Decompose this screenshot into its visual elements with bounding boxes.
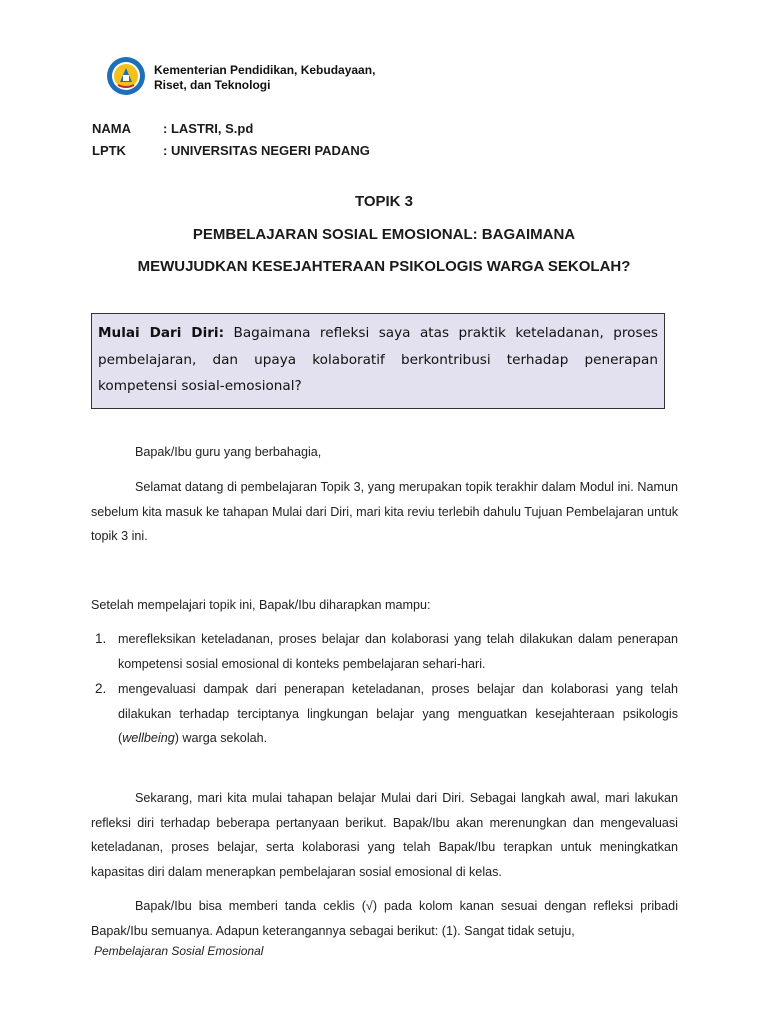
nama-value: : LASTRI, S.pd <box>163 121 254 136</box>
callout-text: Bagaimana refleksi saya atas praktik keteladanan, proses pembelajaran, dan upaya kolaboratif berkontribusi terhadap penerapan kompetensi sosial-emosional? <box>98 325 659 394</box>
welcome-paragraph: Selamat datang di pembelajaran Topik 3, yang merupakan topik terakhir dalam Modul ini. Namun sebelum kita masuk ke tahapan Mulai dari Diri, mari kita reviu terlebih dahulu Tujuan Pembelajaran untuk topik 3 ini. <box>91 480 678 543</box>
topic-title-line-1: PEMBELAJARAN SOSIAL EMOSIONAL: BAGAIMANA <box>192 226 576 243</box>
ministry-line-1: Kementerian Pendidikan, Kebudayaan, <box>154 63 376 77</box>
lptk-label: LPTK <box>92 143 126 158</box>
mulai-dari-diri-callout <box>91 313 665 409</box>
nama-label: NAMA <box>92 121 131 136</box>
objective-text: merefleksikan keteladanan, proses belajar dan kolaborasi yang telah dilakukan dalam penerapan kompetensi sosial emosional di konteks pembelajaran sehari-hari. <box>118 632 678 671</box>
greeting-paragraph: Bapak/Ibu guru yang berbahagia, <box>135 445 322 459</box>
objective-number: 2. <box>95 681 107 696</box>
ministry-logo-icon <box>106 56 146 96</box>
objective-item-1 <box>91 627 678 676</box>
page-footer: Pembelajaran Sosial Emosional <box>94 944 264 958</box>
callout-lead: Mulai Dari Diri: <box>98 325 225 341</box>
objective-text-italic: wellbeing <box>122 731 175 745</box>
objective-text <box>118 677 678 751</box>
topic-title-line-2: MEWUJUDKAN KESEJAHTERAAN PSIKOLOGIS WARGA SEKOLAH? <box>137 258 631 275</box>
objective-item-2 <box>91 677 678 751</box>
checklist-paragraph: Bapak/Ibu bisa memberi tanda ceklis (√) pada kolom kanan sesuai dengan refleksi pribadi Bapak/Ibu semuanya. Adapun keterangannya sebagai berikut: (1). Sangat tidak setuju, <box>91 899 678 938</box>
objective-text-after: ) warga sekolah. <box>174 731 268 745</box>
objective-number: 1. <box>95 631 107 646</box>
objective-text-before: mengevaluasi dampak dari penerapan keteladanan, proses belajar dan kolaborasi yang telah dilakukan terhadap terciptanya lingkungan belajar yang menguatkan kesejahteraan psikologis ( <box>118 682 678 745</box>
lptk-value: : UNIVERSITAS NEGERI PADANG <box>163 143 370 158</box>
topic-label: TOPIK 3 <box>354 193 414 210</box>
ministry-name <box>154 63 414 93</box>
ministry-line-2: Riset, dan Teknologi <box>154 78 271 92</box>
reflection-paragraph: Sekarang, mari kita mulai tahapan belajar Mulai dari Diri. Sebagai langkah awal, mari lakukan refleksi diri terhadap beberapa pertanyaan berikut. Bapak/Ibu akan merenungkan dan mengevaluasi keteladanan, proses belajar, serta kolaborasi yang telah Bapak/Ibu terapkan untuk meningkatkan kapasitas diri dalam menerapkan pembelajaran sosial emosional di kelas. <box>91 791 678 879</box>
objectives-intro: Setelah mempelajari topik ini, Bapak/Ibu diharapkan mampu: <box>91 598 431 612</box>
